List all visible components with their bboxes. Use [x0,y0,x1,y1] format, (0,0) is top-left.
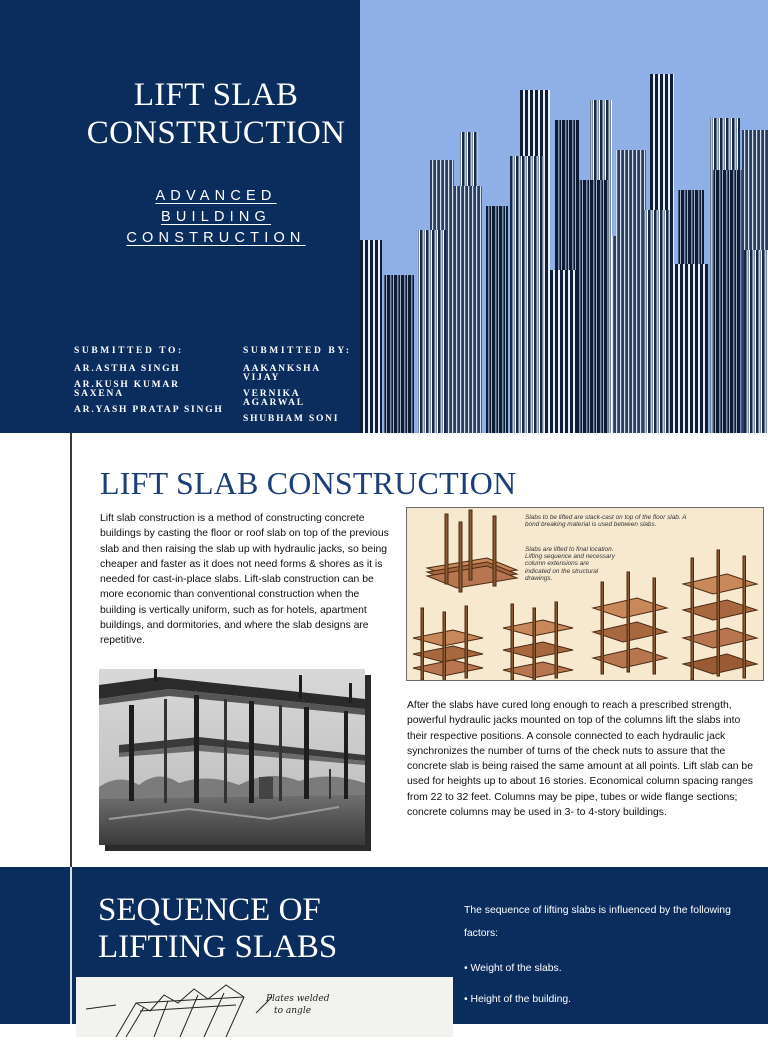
cover-title-line-2: CONSTRUCTION [86,115,346,151]
skyscraper-tower [360,240,382,433]
submitted-by-name: VERNIKA AGARWAL [243,389,305,408]
page-divider-line-light [70,867,72,1024]
skyscraper-tower [578,180,608,433]
factor-list [464,953,754,1046]
sequence-heading-line-2: LIFTING SLABS [98,929,338,965]
factor-item: • Height of the building. [464,994,572,1005]
factor-item: • Lifting capacity of jacks. [464,1025,581,1036]
skyscraper-tower [712,170,742,433]
submitted-by-heading: SUBMITTED BY: [243,346,352,356]
lift-slab-photo [99,669,365,845]
skyscraper-illustration [360,0,768,433]
submitted-by-block [243,347,355,431]
slab-photo-frame [99,669,365,845]
submitted-to-name: AR.KUSH KUMAR SAXENA [74,380,180,399]
skyscraper-tower [486,206,508,433]
factor-item: • Weight of the slabs. [464,963,562,974]
cover-subtitle [60,186,372,249]
skyscraper-tower [450,186,482,433]
cover-title-line-1: LIFT SLAB [133,77,299,113]
cover-section [0,0,768,433]
sequence-intro: The sequence of lifting slabs is influenced by the following factors: [464,905,731,939]
skyscraper-tower [510,156,544,433]
submitted-to-name: AR.ASTHA SINGH [74,364,181,374]
lifting-sketch [76,977,453,1037]
submitted-by-name: SHUBHAM SONI [243,414,340,424]
skyscraper-tower [672,264,708,433]
submitted-to-name: AR.YASH PRATAP SINGH [74,405,224,415]
sketch-note-line-2: to angle [274,1006,312,1016]
section-heading: LIFT SLAB CONSTRUCTION [100,465,517,501]
intro-paragraph: Lift slab construction is a method of constructing concrete buildings by casting the floor or roof slab on top of the previous slab and then raising the slab up with hydraulic jacks, so being cheaper and faster as it does not need forms & shores as it is needed for cast-in-place slabs. Lift-slab construction can be more economic than conventional construction when the building is vertically uniform, such as for hotels, apartment buildings, and dormitories, and where the slab designs are repetitive. [100,513,389,647]
skyscraper-tower [612,236,642,433]
sketch-note-line-1: Plates welded [266,994,330,1004]
submitted-to-block [74,347,224,422]
skyscraper-tower [418,230,446,433]
cover-subtitle-line-1: ADVANCED [155,188,277,204]
diagram-note-stack-cast: Slabs to be lifted are stack-cast on top of the floor slab. A bond breaking material is used between slabs. [525,514,687,529]
skyscraper-tower [744,250,768,433]
lifting-paragraph: After the slabs have cured long enough to reach a prescribed strength, powerful hydraulic jacks mounted on top of the columns lift the slabs into their respective positions. A console connected to each hydraulic jack synchronizes the number of turns of the check nuts to assure that the concrete slab is being raised the same amount at all points. Lift slab can be used for heights up to about 16 stories. Economical column spacing ranges from 22 to 32 feet. Columns may be pipe, tubes or wide flange sections; concrete columns may be used in 3- to 4-story buildings. [407,700,753,819]
skyline-graphic [360,0,768,433]
cover-subtitle-line-2: BUILDING [160,209,272,225]
sequence-heading [98,892,337,966]
submitted-to-heading: SUBMITTED TO: [74,346,184,356]
lift-slab-section [0,433,768,867]
submitted-by-name: AAKANKSHA VIJAY [243,364,321,383]
skyscraper-tower [384,275,414,433]
lift-sequence-diagram [406,507,764,681]
diagram-note-lift-sequence: Slabs are lifted to final location. Lifting sequence and necessary column extensions are indicated on the structural drawings. [525,546,615,582]
skyscraper-tower [644,210,670,433]
cover-navy-panel [0,0,360,433]
sequence-heading-line-1: SEQUENCE OF [98,892,321,928]
skyscraper-tower [548,270,576,433]
sequence-section [0,867,768,1036]
cover-subtitle-line-3: CONSTRUCTION [126,230,306,246]
